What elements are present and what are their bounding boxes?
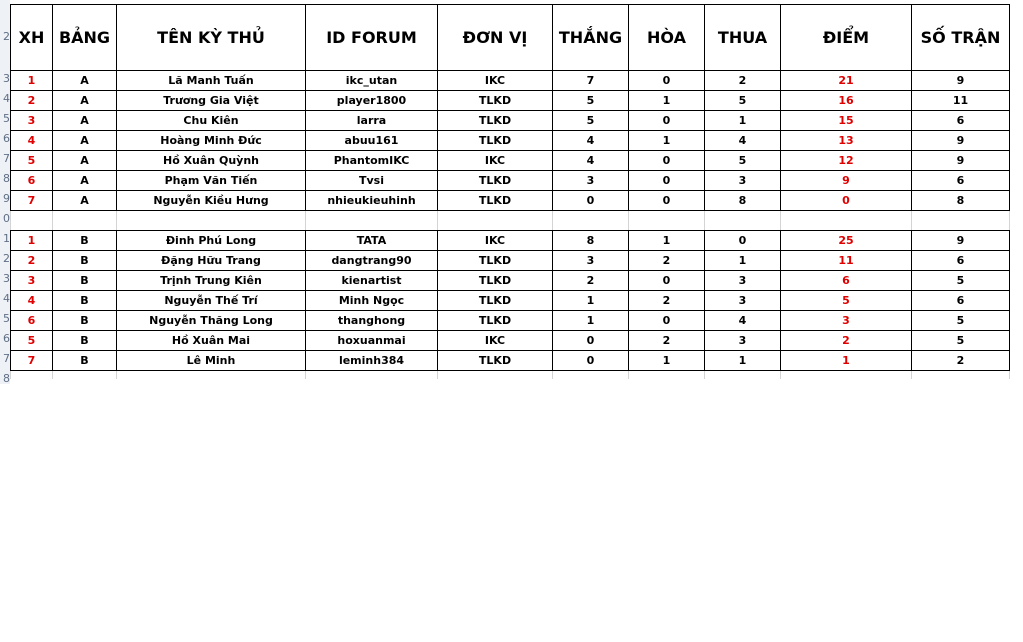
row-number-gutter — [0, 0, 10, 384]
table-row — [11, 311, 1010, 331]
points-cell[interactable]: 25 — [781, 231, 912, 251]
games-cell[interactable]: 11 — [912, 91, 1010, 111]
empty-cell[interactable] — [781, 371, 912, 380]
row-number[interactable]: 6 — [3, 132, 10, 145]
losses-cell[interactable]: 3 — [705, 291, 781, 311]
empty-cell[interactable] — [629, 211, 705, 231]
group-cell[interactable]: B — [53, 351, 117, 371]
unit-cell[interactable]: IKC — [438, 151, 553, 171]
table-row — [11, 231, 1010, 251]
wins-cell[interactable]: 7 — [553, 71, 629, 91]
forum-id-cell[interactable]: hoxuanmai — [306, 331, 438, 351]
losses-cell[interactable]: 1 — [705, 111, 781, 131]
points-cell[interactable]: 6 — [781, 271, 912, 291]
player-name-cell[interactable]: Trịnh Trung Kiên — [117, 271, 306, 291]
table-row — [11, 151, 1010, 171]
draws-cell[interactable]: 0 — [629, 171, 705, 191]
rank-cell[interactable]: 3 — [11, 111, 53, 131]
unit-cell[interactable]: TLKD — [438, 131, 553, 151]
wins-cell[interactable]: 4 — [553, 131, 629, 151]
header-hoa[interactable]: HÒA — [629, 5, 705, 71]
wins-cell[interactable]: 2 — [553, 271, 629, 291]
losses-cell[interactable]: 3 — [705, 171, 781, 191]
table-row — [11, 171, 1010, 191]
losses-cell[interactable]: 4 — [705, 131, 781, 151]
points-cell[interactable]: 1 — [781, 351, 912, 371]
player-name-cell[interactable]: Hồ Xuân Quỳnh — [117, 151, 306, 171]
rank-cell[interactable]: 7 — [11, 191, 53, 211]
player-name-cell[interactable]: Đặng Hữu Trang — [117, 251, 306, 271]
player-name-cell[interactable]: Lê Minh — [117, 351, 306, 371]
wins-cell[interactable]: 5 — [553, 91, 629, 111]
group-cell[interactable]: B — [53, 231, 117, 251]
losses-cell[interactable]: 1 — [705, 251, 781, 271]
header-thua[interactable]: THUA — [705, 5, 781, 71]
forum-id-cell[interactable]: Tvsi — [306, 171, 438, 191]
empty-cell[interactable] — [306, 371, 438, 380]
unit-cell[interactable]: TLKD — [438, 271, 553, 291]
unit-cell[interactable]: TLKD — [438, 311, 553, 331]
draws-cell[interactable]: 1 — [629, 231, 705, 251]
losses-cell[interactable]: 5 — [705, 91, 781, 111]
games-cell[interactable]: 9 — [912, 71, 1010, 91]
forum-id-cell[interactable]: thanghong — [306, 311, 438, 331]
table-row — [11, 351, 1010, 371]
points-cell[interactable]: 16 — [781, 91, 912, 111]
games-cell[interactable]: 5 — [912, 331, 1010, 351]
draws-cell[interactable]: 0 — [629, 191, 705, 211]
points-cell[interactable]: 11 — [781, 251, 912, 271]
header-ten-ky-thu[interactable]: TÊN KỲ THỦ — [117, 5, 306, 71]
points-cell[interactable]: 5 — [781, 291, 912, 311]
row-number[interactable]: 7 — [3, 352, 10, 365]
points-cell[interactable]: 21 — [781, 71, 912, 91]
wins-cell[interactable]: 8 — [553, 231, 629, 251]
row-number[interactable]: 7 — [3, 152, 10, 165]
wins-cell[interactable]: 1 — [553, 311, 629, 331]
losses-cell[interactable]: 4 — [705, 311, 781, 331]
wins-cell[interactable]: 5 — [553, 111, 629, 131]
rank-cell[interactable]: 1 — [11, 71, 53, 91]
wins-cell[interactable]: 0 — [553, 331, 629, 351]
player-name-cell[interactable]: Trương Gia Việt — [117, 91, 306, 111]
empty-cell[interactable] — [11, 371, 53, 380]
forum-id-cell[interactable]: TATA — [306, 231, 438, 251]
games-cell[interactable]: 9 — [912, 231, 1010, 251]
empty-cell[interactable] — [306, 211, 438, 231]
player-name-cell[interactable]: Nguyễn Thế Trí — [117, 291, 306, 311]
empty-cell[interactable] — [705, 211, 781, 231]
empty-cell[interactable] — [438, 371, 553, 380]
table-row — [11, 91, 1010, 111]
forum-id-cell[interactable]: Minh Ngọc — [306, 291, 438, 311]
unit-cell[interactable]: TLKD — [438, 171, 553, 191]
games-cell[interactable]: 8 — [912, 191, 1010, 211]
group-cell[interactable]: B — [53, 291, 117, 311]
wins-cell[interactable]: 0 — [553, 351, 629, 371]
wins-cell[interactable]: 3 — [553, 171, 629, 191]
player-name-cell[interactable]: Chu Kiên — [117, 111, 306, 131]
points-cell[interactable]: 9 — [781, 171, 912, 191]
header-row — [11, 5, 1010, 71]
losses-cell[interactable]: 3 — [705, 271, 781, 291]
points-cell[interactable]: 12 — [781, 151, 912, 171]
unit-cell[interactable]: IKC — [438, 71, 553, 91]
table-row — [11, 331, 1010, 351]
rank-cell[interactable]: 3 — [11, 271, 53, 291]
empty-cell[interactable] — [629, 371, 705, 380]
blank-row — [11, 371, 1010, 380]
points-cell[interactable]: 3 — [781, 311, 912, 331]
games-cell[interactable]: 9 — [912, 151, 1010, 171]
rank-cell[interactable]: 5 — [11, 331, 53, 351]
unit-cell[interactable]: TLKD — [438, 251, 553, 271]
row-number[interactable]: 3 — [3, 72, 10, 85]
forum-id-cell[interactable]: leminh384 — [306, 351, 438, 371]
draws-cell[interactable]: 1 — [629, 131, 705, 151]
player-name-cell[interactable]: Lã Manh Tuấn — [117, 71, 306, 91]
group-cell[interactable]: A — [53, 91, 117, 111]
games-cell[interactable]: 6 — [912, 251, 1010, 271]
draws-cell[interactable]: 0 — [629, 111, 705, 131]
header-id-forum[interactable]: ID FORUM — [306, 5, 438, 71]
losses-cell[interactable]: 3 — [705, 331, 781, 351]
rank-cell[interactable]: 4 — [11, 291, 53, 311]
wins-cell[interactable]: 0 — [553, 191, 629, 211]
wins-cell[interactable]: 4 — [553, 151, 629, 171]
table-row — [11, 131, 1010, 151]
table-row — [11, 191, 1010, 211]
table-row — [11, 291, 1010, 311]
rank-cell[interactable]: 4 — [11, 131, 53, 151]
forum-id-cell[interactable]: player1800 — [306, 91, 438, 111]
unit-cell[interactable]: TLKD — [438, 191, 553, 211]
draws-cell[interactable]: 2 — [629, 291, 705, 311]
group-cell[interactable]: A — [53, 171, 117, 191]
rank-cell[interactable]: 6 — [11, 311, 53, 331]
blank-row — [11, 211, 1010, 231]
draws-cell[interactable]: 1 — [629, 91, 705, 111]
forum-id-cell[interactable]: abuu161 — [306, 131, 438, 151]
row-number[interactable]: 2 — [3, 252, 10, 265]
player-name-cell[interactable]: Phạm Văn Tiến — [117, 171, 306, 191]
unit-cell[interactable]: TLKD — [438, 111, 553, 131]
group-cell[interactable]: B — [53, 311, 117, 331]
row-number[interactable]: 4 — [3, 92, 10, 105]
table-row — [11, 111, 1010, 131]
row-number[interactable]: 9 — [3, 192, 10, 205]
row-number[interactable]: 2 — [3, 30, 10, 43]
row-number[interactable]: 3 — [3, 272, 10, 285]
player-name-cell[interactable]: Nguyễn Thăng Long — [117, 311, 306, 331]
rank-cell[interactable]: 2 — [11, 91, 53, 111]
forum-id-cell[interactable]: kienartist — [306, 271, 438, 291]
empty-cell[interactable] — [912, 211, 1010, 231]
draws-cell[interactable]: 0 — [629, 271, 705, 291]
row-number[interactable]: 5 — [3, 112, 10, 125]
draws-cell[interactable]: 2 — [629, 251, 705, 271]
empty-cell[interactable] — [553, 371, 629, 380]
draws-cell[interactable]: 0 — [629, 311, 705, 331]
wins-cell[interactable]: 1 — [553, 291, 629, 311]
losses-cell[interactable]: 5 — [705, 151, 781, 171]
group-cell[interactable]: A — [53, 131, 117, 151]
player-name-cell[interactable]: Nguyễn Kiều Hưng — [117, 191, 306, 211]
header-thang[interactable]: THẮNG — [553, 5, 629, 71]
group-cell[interactable]: A — [53, 111, 117, 131]
row-number[interactable]: 4 — [3, 292, 10, 305]
header-diem[interactable]: ĐIỂM — [781, 5, 912, 71]
group-cell[interactable]: A — [53, 191, 117, 211]
empty-cell[interactable] — [438, 211, 553, 231]
draws-cell[interactable]: 1 — [629, 351, 705, 371]
row-number[interactable]: 8 — [3, 172, 10, 185]
unit-cell[interactable]: TLKD — [438, 351, 553, 371]
player-name-cell[interactable]: Hồ Xuân Mai — [117, 331, 306, 351]
standings-table — [10, 4, 1010, 379]
empty-cell[interactable] — [705, 371, 781, 380]
losses-cell[interactable]: 8 — [705, 191, 781, 211]
empty-cell[interactable] — [912, 371, 1010, 380]
empty-cell[interactable] — [53, 211, 117, 231]
games-cell[interactable]: 6 — [912, 291, 1010, 311]
empty-cell[interactable] — [553, 211, 629, 231]
forum-id-cell[interactable]: ikc_utan — [306, 71, 438, 91]
group-cell[interactable]: B — [53, 331, 117, 351]
empty-cell[interactable] — [53, 371, 117, 380]
rank-cell[interactable]: 7 — [11, 351, 53, 371]
row-number[interactable]: 8 — [3, 372, 10, 384]
games-cell[interactable]: 5 — [912, 271, 1010, 291]
draws-cell[interactable]: 2 — [629, 331, 705, 351]
wins-cell[interactable]: 3 — [553, 251, 629, 271]
row-number[interactable]: 1 — [3, 232, 10, 245]
unit-cell[interactable]: IKC — [438, 331, 553, 351]
points-cell[interactable]: 0 — [781, 191, 912, 211]
games-cell[interactable]: 9 — [912, 131, 1010, 151]
games-cell[interactable]: 6 — [912, 111, 1010, 131]
losses-cell[interactable]: 2 — [705, 71, 781, 91]
header-so-tran[interactable]: SỐ TRẬN — [912, 5, 1010, 71]
row-number[interactable]: 5 — [3, 312, 10, 325]
losses-cell[interactable]: 1 — [705, 351, 781, 371]
points-cell[interactable]: 15 — [781, 111, 912, 131]
rank-cell[interactable]: 6 — [11, 171, 53, 191]
empty-cell[interactable] — [781, 211, 912, 231]
unit-cell[interactable]: IKC — [438, 231, 553, 251]
forum-id-cell[interactable]: nhieukieuhinh — [306, 191, 438, 211]
table-row — [11, 251, 1010, 271]
group-cell[interactable]: A — [53, 71, 117, 91]
player-name-cell[interactable]: Đinh Phú Long — [117, 231, 306, 251]
unit-cell[interactable]: TLKD — [438, 291, 553, 311]
losses-cell[interactable]: 0 — [705, 231, 781, 251]
rank-cell[interactable]: 2 — [11, 251, 53, 271]
group-cell[interactable]: B — [53, 271, 117, 291]
points-cell[interactable]: 13 — [781, 131, 912, 151]
row-number[interactable]: 6 — [3, 332, 10, 345]
games-cell[interactable]: 2 — [912, 351, 1010, 371]
header-bang[interactable]: BẢNG — [53, 5, 117, 71]
empty-cell[interactable] — [117, 211, 306, 231]
games-cell[interactable]: 6 — [912, 171, 1010, 191]
rank-cell[interactable]: 1 — [11, 231, 53, 251]
group-cell[interactable]: B — [53, 251, 117, 271]
unit-cell[interactable]: TLKD — [438, 91, 553, 111]
header-don-vi[interactable]: ĐƠN VỊ — [438, 5, 553, 71]
games-cell[interactable]: 5 — [912, 311, 1010, 331]
empty-cell[interactable] — [117, 371, 306, 380]
table-row — [11, 271, 1010, 291]
header-xh[interactable]: XH — [11, 5, 53, 71]
forum-id-cell[interactable]: PhantomIKC — [306, 151, 438, 171]
rank-cell[interactable]: 5 — [11, 151, 53, 171]
table-row — [11, 71, 1010, 91]
points-cell[interactable]: 2 — [781, 331, 912, 351]
player-name-cell[interactable]: Hoàng Minh Đức — [117, 131, 306, 151]
group-cell[interactable]: A — [53, 151, 117, 171]
empty-cell[interactable] — [11, 211, 53, 231]
draws-cell[interactable]: 0 — [629, 151, 705, 171]
forum-id-cell[interactable]: larra — [306, 111, 438, 131]
forum-id-cell[interactable]: dangtrang90 — [306, 251, 438, 271]
draws-cell[interactable]: 0 — [629, 71, 705, 91]
row-number[interactable]: 0 — [3, 212, 10, 225]
